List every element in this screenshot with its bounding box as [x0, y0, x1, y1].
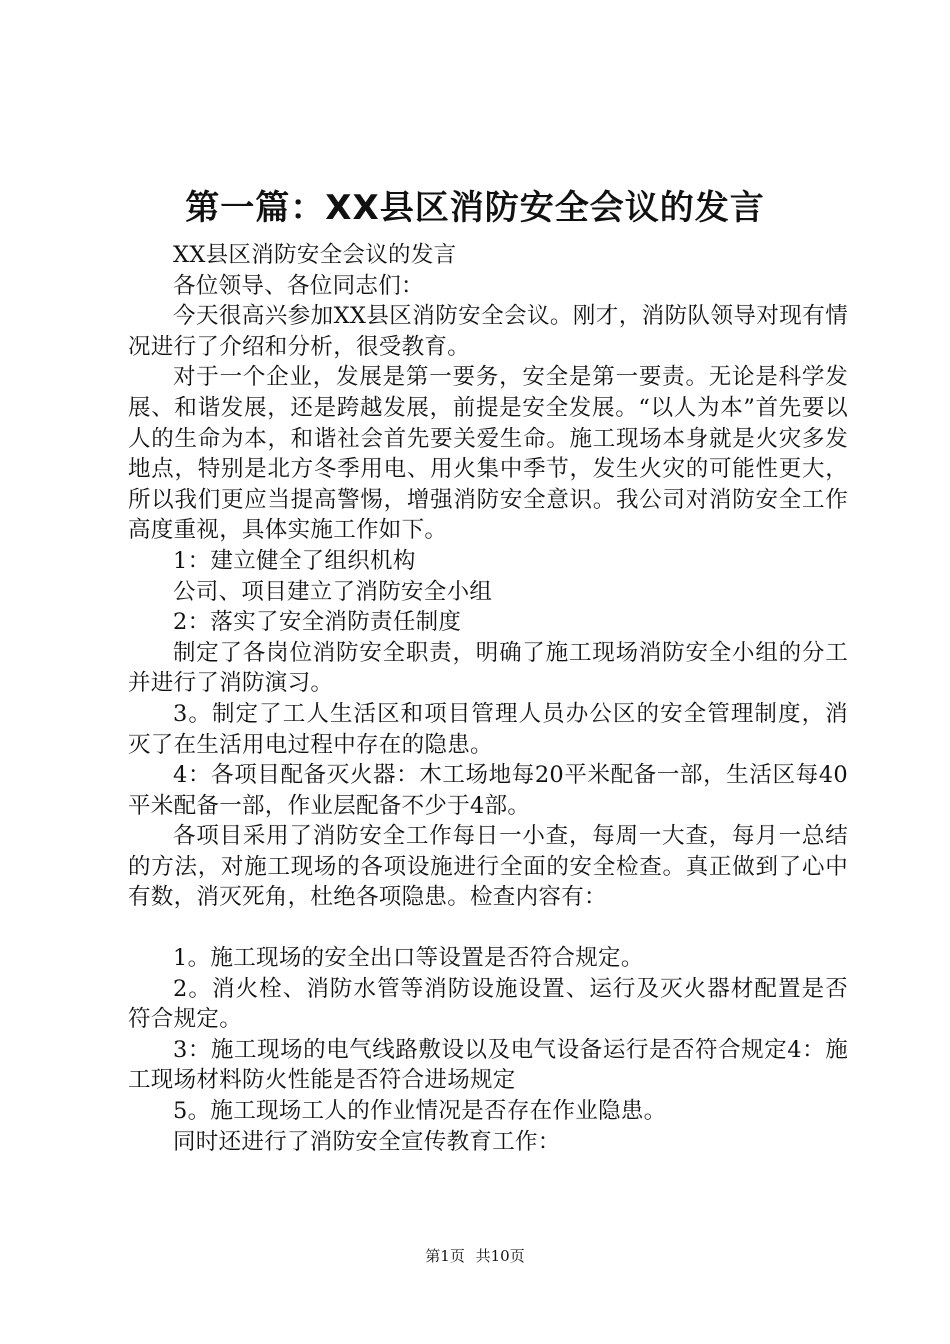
paragraph: 今天很高兴参加XX县区消防安全会议。刚才，消防队领导对现有情况进行了介绍和分析，很受教育。 [128, 303, 848, 360]
page-footer [0, 1246, 950, 1266]
page-number: 第1页 [425, 1247, 465, 1265]
paragraph: 1。施工现场的安全出口等设置是否符合规定。 [173, 945, 644, 972]
paragraph: 3。制定了工人生活区和项目管理人员办公区的安全管理制度，消灭了在生活用电过程中存在的隐患。 [128, 700, 848, 758]
paragraph: 5。施工现场工人的作业情况是否存在作业隐患。 [173, 1098, 667, 1125]
document-body [128, 240, 848, 1157]
paragraph: 2。消火栓、消防水管等消防设施设置、运行及灭火器材配置是否符合规定。 [128, 975, 848, 1033]
paragraph: 1：建立健全了组织机构 [173, 547, 416, 574]
paragraph: 同时还进行了消防安全宣传教育工作： [173, 1128, 561, 1155]
paragraph-subtitle: XX县区消防安全会议的发言 [173, 242, 457, 268]
paragraph: 公司、项目建立了消防安全小组 [173, 578, 493, 605]
paragraph: 4：各项目配备灭火器：木工场地每20平米配备一部，生活区每40平米配备一部，作业层配备不少于4部。 [128, 762, 848, 819]
page-total: 共10页 [475, 1247, 525, 1265]
document-title: 第一篇：XX县区消防安全会议的发言 [185, 188, 765, 228]
paragraph: 3：施工现场的电气线路敷设以及电气设备运行是否符合规定4：施工现场材料防火性能是否符合进场规定 [128, 1036, 848, 1094]
paragraph: 制定了各岗位消防安全职责，明确了施工现场消防安全小组的分工并进行了消防演习。 [128, 639, 848, 697]
paragraph: 2：落实了安全消防责任制度 [173, 609, 462, 636]
paragraph: 各项目采用了消防安全工作每日一小查，每周一大查，每月一总结的方法，对施工现场的各项设施进行全面的安全检查。真正做到了心中有数，消灭死角，杜绝各项隐患。检查内容有： [128, 823, 848, 911]
paragraph-salutation: 各位领导、各位同志们： [173, 272, 424, 299]
paragraph: 对于一个企业，发展是第一要务，安全是第一要责。无论是科学发展、和谐发展，还是跨越发展，前提是安全发展。“以人为本”首先要以人的生命为本，和谐社会首先要关爱生命。施工现场本身就是火灾多发地点，特别是北方冬季用电、用火集中季节，发生火灾的可能性更大，所以我们更应当提高警惕，增强消防安全意识。我公司对消防安全工作高度重视，具体实施工作如下。 [128, 364, 848, 544]
